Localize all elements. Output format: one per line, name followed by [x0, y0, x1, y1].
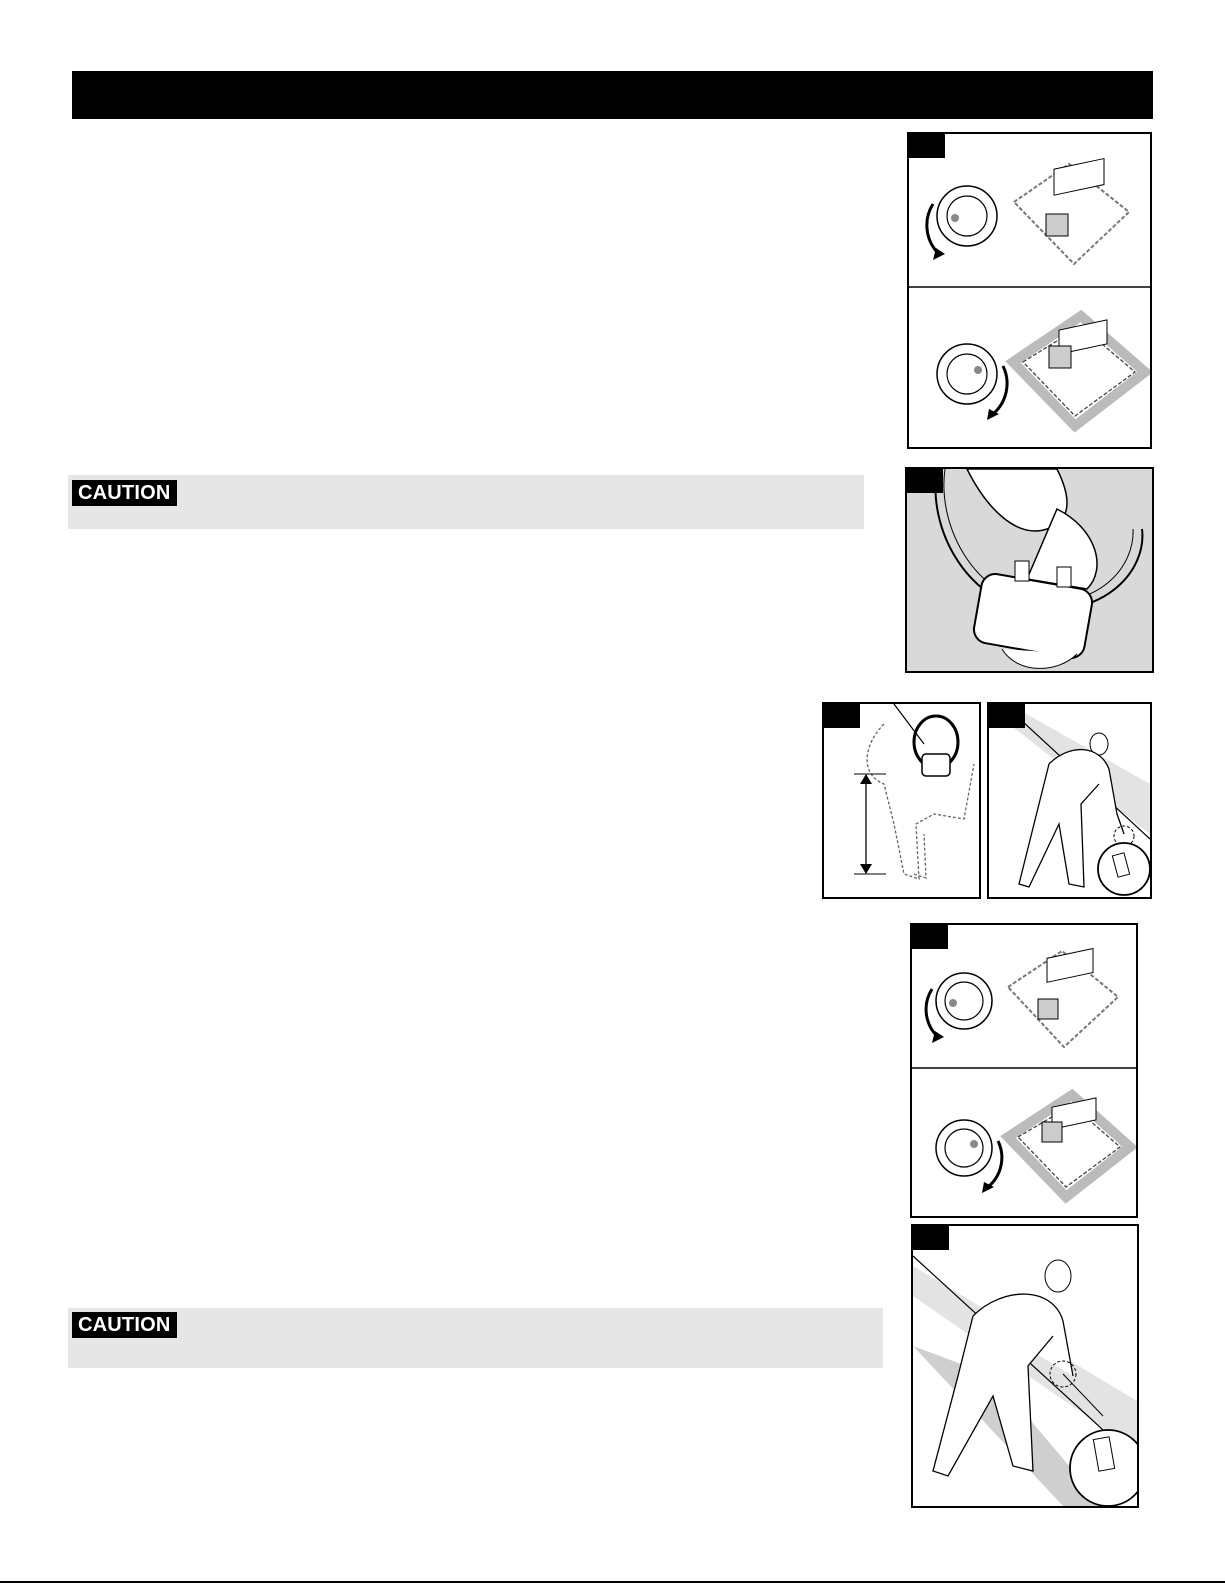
boundary-test-icon: [913, 1226, 1137, 1506]
figure-collar-on-dog: [822, 702, 981, 899]
caution-box: [68, 1308, 883, 1368]
page-bottom-rule: [0, 1581, 1225, 1583]
figure-number-tag: [907, 469, 943, 493]
dial-boundary-width-icon: [912, 925, 1136, 1216]
collar-contact-points-icon: [907, 469, 1152, 671]
figure-boundary-test: [911, 1224, 1139, 1508]
figure-dial-boundary: [910, 923, 1138, 1218]
figure-boundary-test: [987, 702, 1152, 899]
figure-dial-boundary: [907, 132, 1152, 449]
dial-boundary-width-icon: [909, 134, 1150, 447]
caution-label: CAUTION: [72, 1312, 177, 1338]
figure-collar-contacts: [905, 467, 1154, 673]
figure-number-tag: [909, 134, 945, 158]
caution-label: CAUTION: [72, 480, 177, 506]
figure-number-tag: [824, 704, 860, 728]
figure-number-tag: [989, 704, 1025, 728]
caution-box: [68, 475, 864, 529]
section-header-bar: [72, 71, 1153, 119]
boundary-test-icon: [989, 704, 1150, 897]
collar-height-on-dog-icon: [824, 704, 979, 897]
figure-number-tag: [912, 925, 948, 949]
figure-number-tag: [913, 1226, 949, 1250]
